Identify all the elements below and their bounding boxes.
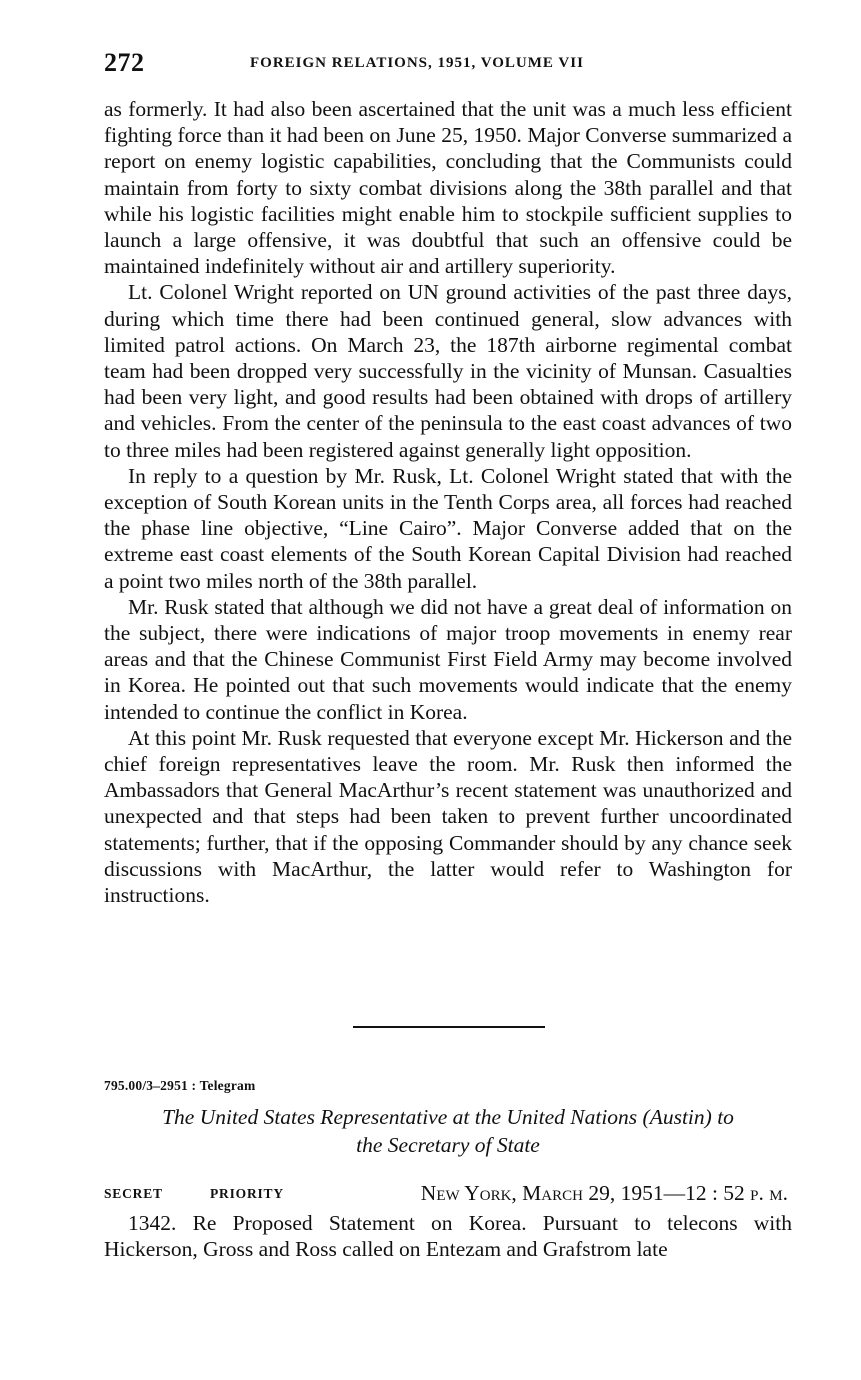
telegram-paragraph: 1342. Re Proposed Statement on Korea. Pursuant to telecons with Hickerson, Gross and Ross called on Entezam and Grafstrom late (104, 1211, 792, 1262)
telegram-header (104, 1181, 792, 1209)
page-number: 272 (104, 48, 145, 77)
document-title-line-2: the Secretary of State (356, 1133, 540, 1157)
paragraph-5: At this point Mr. Rusk requested that everyone except Mr. Hickerson and the chief foreign representatives leave the room. Mr. Rusk then informed the Ambassadors that General MacArthur’s recent statement was unauthorized and unexpected and that steps had been taken to prevent further uncoordinated statements; further, that if the opposing Commander should by any chance seek discussions with MacArthur, the latter would refer to Washington for instructions. (104, 725, 792, 908)
dateline: New York, March 29, 1951—12 : 52 p. m. (420, 1181, 788, 1205)
paragraph-1: as formerly. It had also been ascertained that the unit was a much less efficient fighting force than it had been on June 25, 1950. Major Converse summarized a report on enemy logistic capabilities, concluding that the Communists could maintain from forty to sixty combat divisions along the 38th parallel and that while his logistic facilities might enable him to stockpile sufficient supplies to launch a large offensive, it was doubtful that such an offensive could be maintained indefinitely without air and artillery superiority. (104, 97, 792, 279)
paragraph-2: Lt. Colonel Wright reported on UN ground activities of the past three days, during which time there had been continued general, slow advances with limited patrol actions. On March 23, the 187th airborne regimental combat team had been dropped very successfully in the vicinity of Munsan. Casualties had been very light, and good results had been obtained with drops of artillery and vehicles. From the center of the peninsula to the east coast advances of two to three miles had been registered against generally light opposition. (104, 280, 792, 462)
paragraph-3: In reply to a question by Mr. Rusk, Lt. Colonel Wright stated that with the exception of South Korean units in the Tenth Corps area, all forces had reached the phase line objective, “Line Cairo”. Major Converse added that on the extreme east coast elements of the South Korean Capital Division had reached a point two miles north of the 38th parallel. (104, 463, 792, 593)
classification-label: SECRET (104, 1186, 163, 1201)
section-divider (353, 1026, 545, 1028)
document-title-line-1: The United States Representative at the United Nations (Austin) to (162, 1105, 734, 1129)
document-title (104, 1103, 792, 1159)
paragraph-4: Mr. Rusk stated that although we did not have a great deal of information on the subject, there were indications of major troop movements in enemy rear areas and that the Chinese Communist First Field Army may become involved in Korea. He pointed out that such movements would indicate that the enemy intended to continue the conflict in Korea. (104, 594, 792, 724)
document-file-number: 795.00/3–2951 : Telegram (104, 1078, 256, 1093)
precedence-label: PRIORITY (210, 1186, 284, 1201)
running-head (104, 48, 792, 78)
running-title: FOREIGN RELATIONS, 1951, VOLUME VII (250, 55, 584, 71)
body-text (104, 96, 792, 908)
telegram-text (104, 1210, 792, 1262)
